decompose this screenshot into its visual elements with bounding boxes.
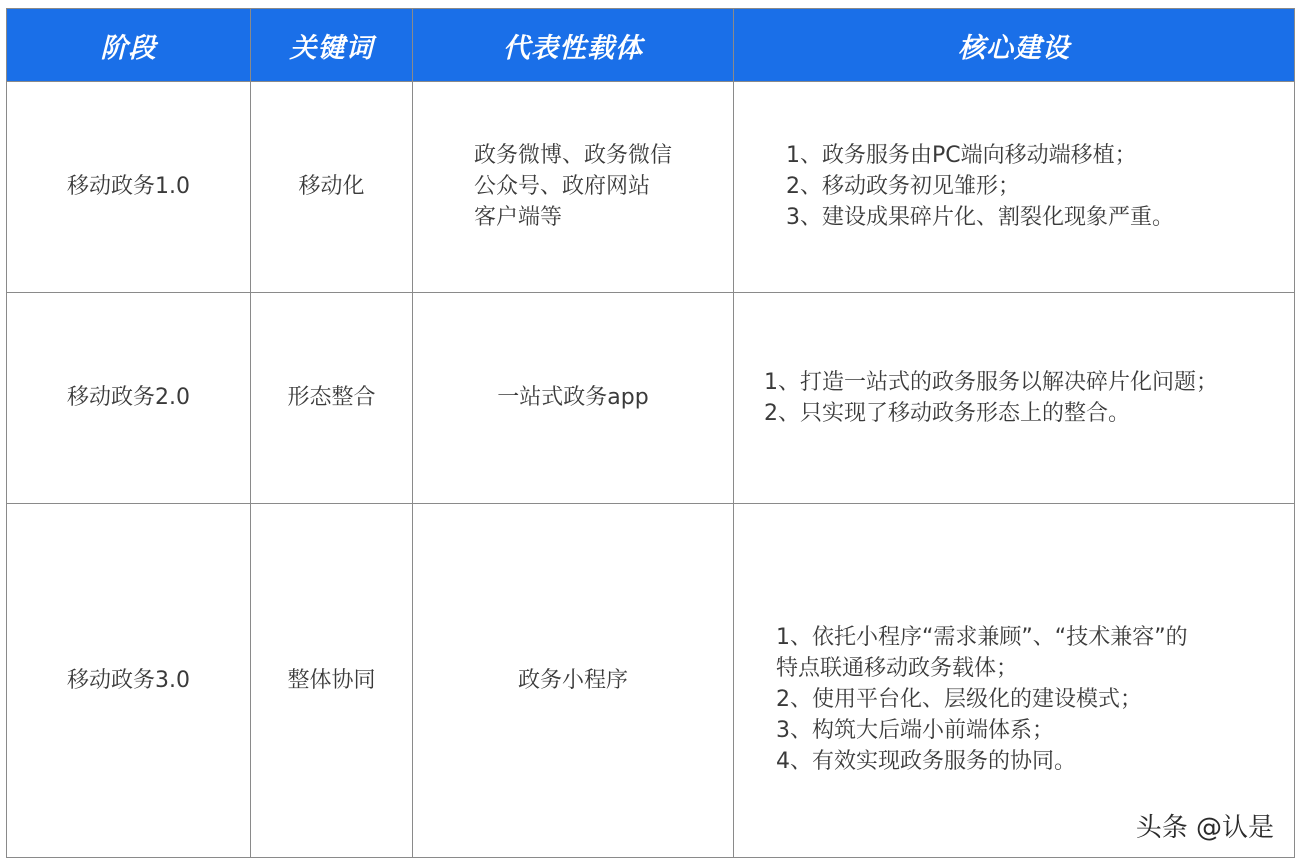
core-list [734, 584, 1294, 777]
core-line: 2、移动政务初见雏形； [786, 174, 1020, 200]
keyword-cell: 整体协同 [251, 503, 413, 857]
carrier-line: 一站式政务app [497, 385, 649, 411]
core-cell [734, 82, 1295, 293]
carrier-line: 公众号、政府网站 [473, 174, 650, 200]
core-line: 4、有效实现政务服务的协同。 [776, 748, 1076, 774]
stage-cell: 移动政务2.0 [7, 292, 251, 503]
header-row [7, 9, 1295, 82]
carrier-text [474, 140, 672, 233]
core-list [734, 367, 1294, 429]
core-line: 3、建设成果碎片化、割裂化现象严重。 [786, 205, 1174, 231]
watermark-text: 头条 @认是 [1135, 813, 1274, 843]
keyword-cell: 形态整合 [251, 292, 413, 503]
table-row [7, 82, 1295, 293]
carrier-cell [413, 82, 734, 293]
core-line: 2、使用平台化、层级化的建设模式； [776, 686, 1142, 712]
carrier-line: 政务小程序 [517, 667, 628, 693]
core-line: 1、政务服务由PC端向移动端移植； [786, 143, 1137, 169]
carrier-cell [413, 503, 734, 857]
core-line: 特点联通移动政务载体； [776, 655, 1019, 681]
core-line: 3、构筑大后端小前端体系； [776, 717, 1054, 743]
core-line: 1、打造一站式的政务服务以解决碎片化问题； [764, 369, 1218, 395]
header-carrier: 代表性载体 [413, 9, 734, 82]
core-line: 2、只实现了移动政务形态上的整合。 [764, 400, 1130, 426]
carrier-cell [413, 292, 734, 503]
carrier-line: 客户端等 [473, 205, 562, 231]
header-core: 核心建设 [734, 9, 1295, 82]
header-stage: 阶段 [7, 9, 251, 82]
carrier-line: 政务微博、政务微信 [473, 143, 672, 169]
core-line: 1、依托小程序“需求兼顾”、“技术兼容”的 [776, 624, 1188, 650]
stage-cell: 移动政务3.0 [7, 503, 251, 857]
table-row [7, 292, 1295, 503]
core-cell [734, 292, 1295, 503]
keyword-cell: 移动化 [251, 82, 413, 293]
mobile-government-stages-table [6, 8, 1295, 858]
core-list [734, 140, 1294, 233]
table-header [7, 9, 1295, 82]
header-keyword: 关键词 [251, 9, 413, 82]
core-cell [734, 503, 1295, 857]
stage-cell: 移动政务1.0 [7, 82, 251, 293]
table-row [7, 503, 1295, 857]
